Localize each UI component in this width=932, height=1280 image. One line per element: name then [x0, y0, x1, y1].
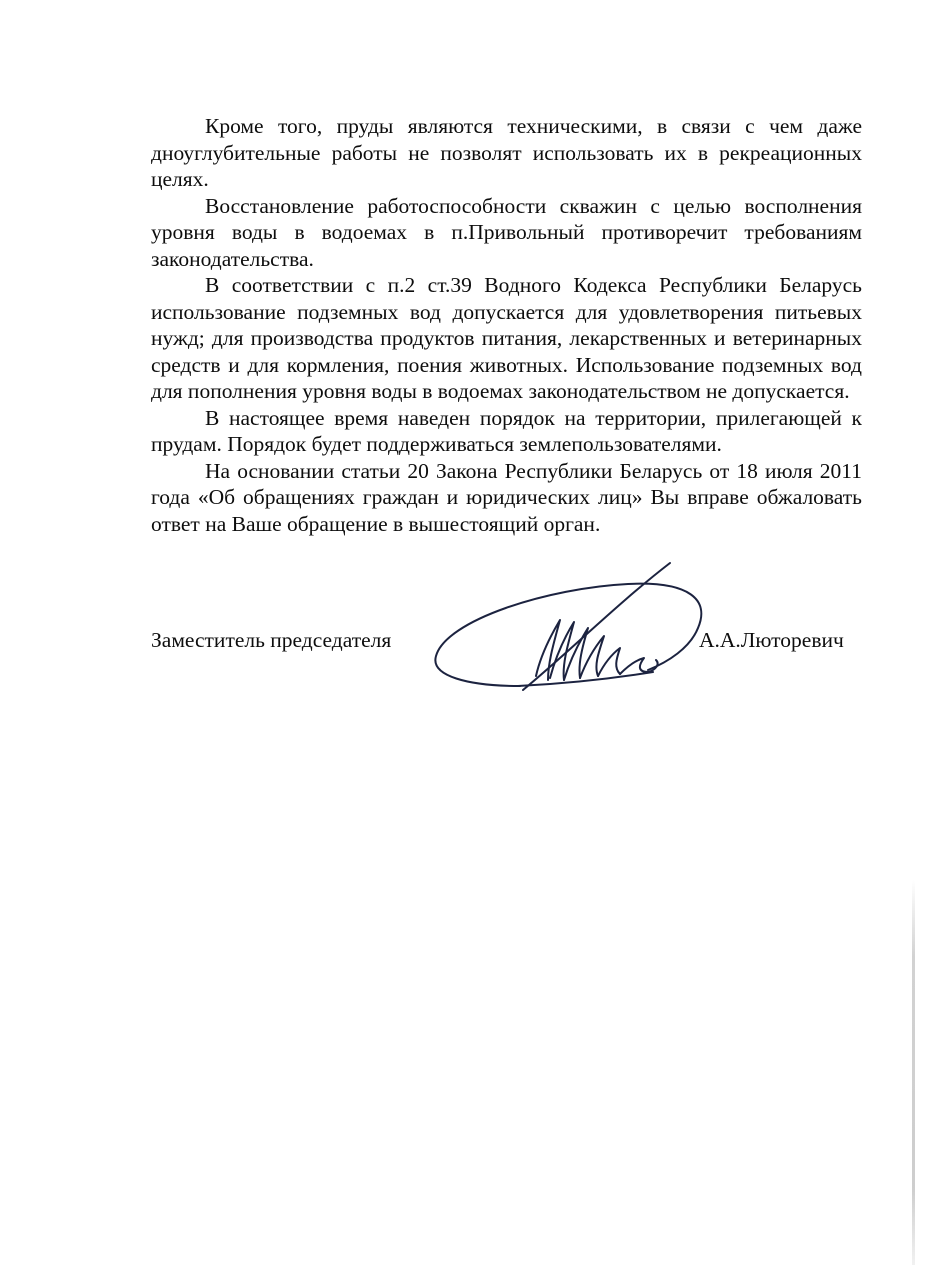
paragraph-appeal-right: На основании статьи 20 Закона Республики Беларусь от 18 июля 2011 года «Об обращениях граждан и юридических лиц» Вы вправе обжаловать ответ на Ваше обращение в вышестоящий орган. — [151, 458, 862, 536]
paragraph-ponds-technical: Кроме того, пруды являются техническими, в связи с чем даже дноуглубительные работы не позволят использовать их в рекреационных целях. — [151, 114, 862, 191]
signer-name: А.А.Люторевич — [699, 628, 844, 652]
signature-block — [151, 626, 862, 658]
signature-underline-stroke — [518, 672, 653, 686]
paragraph-wells-restoration: Восстановление работоспособности скважин с целью восполнения уровня воды в водоемах в п.Привольный противоречит требованиям законодательства. — [151, 193, 862, 271]
paragraph-water-code: В соответствии с п.2 ст.39 Водного Кодекса Республики Беларусь использование подземных вод допускается для удовлетворения питьевых нужд; для производства продуктов питания, лекарственных и ветеринарных средств и для кормления, поения животных. Использование подземных вод для пополнения уровня воды в водоемах законодательством не допускается. — [151, 273, 862, 403]
scan-edge-shadow — [912, 880, 915, 1265]
letter-body — [151, 113, 862, 537]
signer-position: Заместитель председателя — [151, 628, 392, 652]
paragraph-territory-order: В настоящее время наведен порядок на территории, прилегающей к прудам. Порядок будет поддерживаться землепользователями. — [151, 405, 862, 456]
